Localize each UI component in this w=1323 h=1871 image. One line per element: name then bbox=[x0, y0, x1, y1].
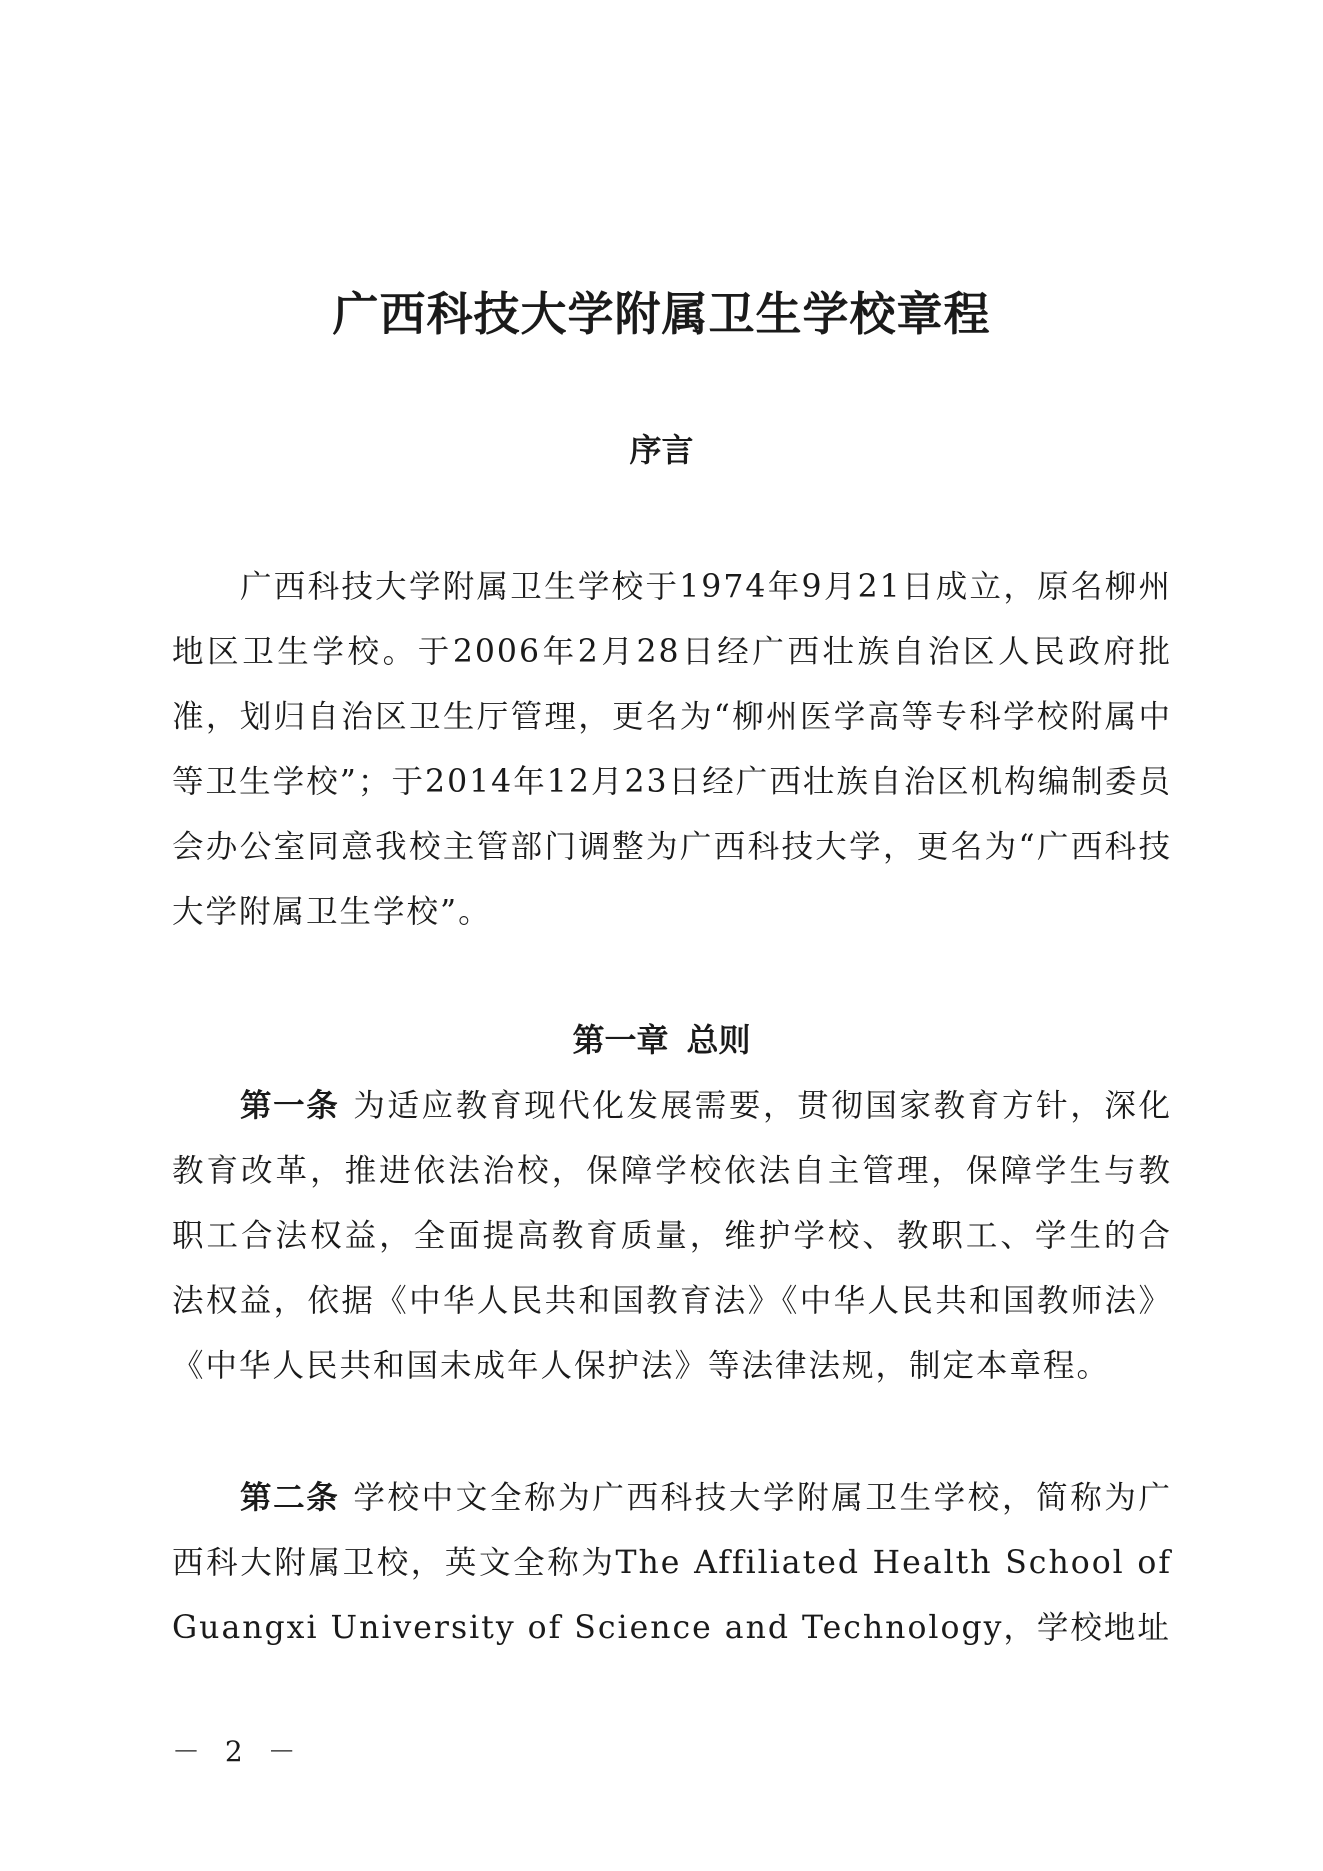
chapter-number: 第一章 bbox=[572, 1021, 669, 1059]
article-text: 学校中文全称为广西科技大学附属卫生学校，简称为广西科大附属卫校，英文全称为The Affiliated Health School of Guangxi University of Science and Technology，学校地址 bbox=[172, 1480, 1172, 1646]
document-title: 广西科技大学附属卫生学校章程 bbox=[332, 287, 991, 341]
article-number: 第二条 bbox=[240, 1480, 340, 1516]
preface-heading: 序言 bbox=[629, 431, 694, 469]
preface-paragraph: 广西科技大学附属卫生学校于1974年9月21日成立，原名柳州地区卫生学校。于2006年2月28日经广西壮族自治区人民政府批准，划归自治区卫生厅管理，更名为“柳州医学高等专科学校附属中等卫生学校”；于2014年12月23日经广西壮族自治区机构编制委员会办公室同意我校主管部门调整为广西科技大学，更名为“广西科技大学附属卫生学校”。 bbox=[172, 569, 1172, 930]
article-number: 第一条 bbox=[240, 1088, 340, 1124]
article-paragraph bbox=[172, 1466, 1172, 1661]
chapter-name: 总则 bbox=[686, 1021, 751, 1059]
article-text: 为适应教育现代化发展需要，贯彻国家教育方针，深化教育改革，推进依法治校，保障学校依法自主管理，保障学生与教职工合法权益，全面提高教育质量，维护学校、教职工、学生的合法权益，依据《中华人民共和国教育法》《中华人民共和国教师法》《中华人民共和国未成年人保护法》等法律法规，制定本章程。 bbox=[172, 1088, 1172, 1384]
chapter-heading bbox=[0, 1018, 1323, 1062]
page-number: － 2 － bbox=[172, 1735, 304, 1768]
article-paragraph bbox=[172, 1074, 1172, 1399]
